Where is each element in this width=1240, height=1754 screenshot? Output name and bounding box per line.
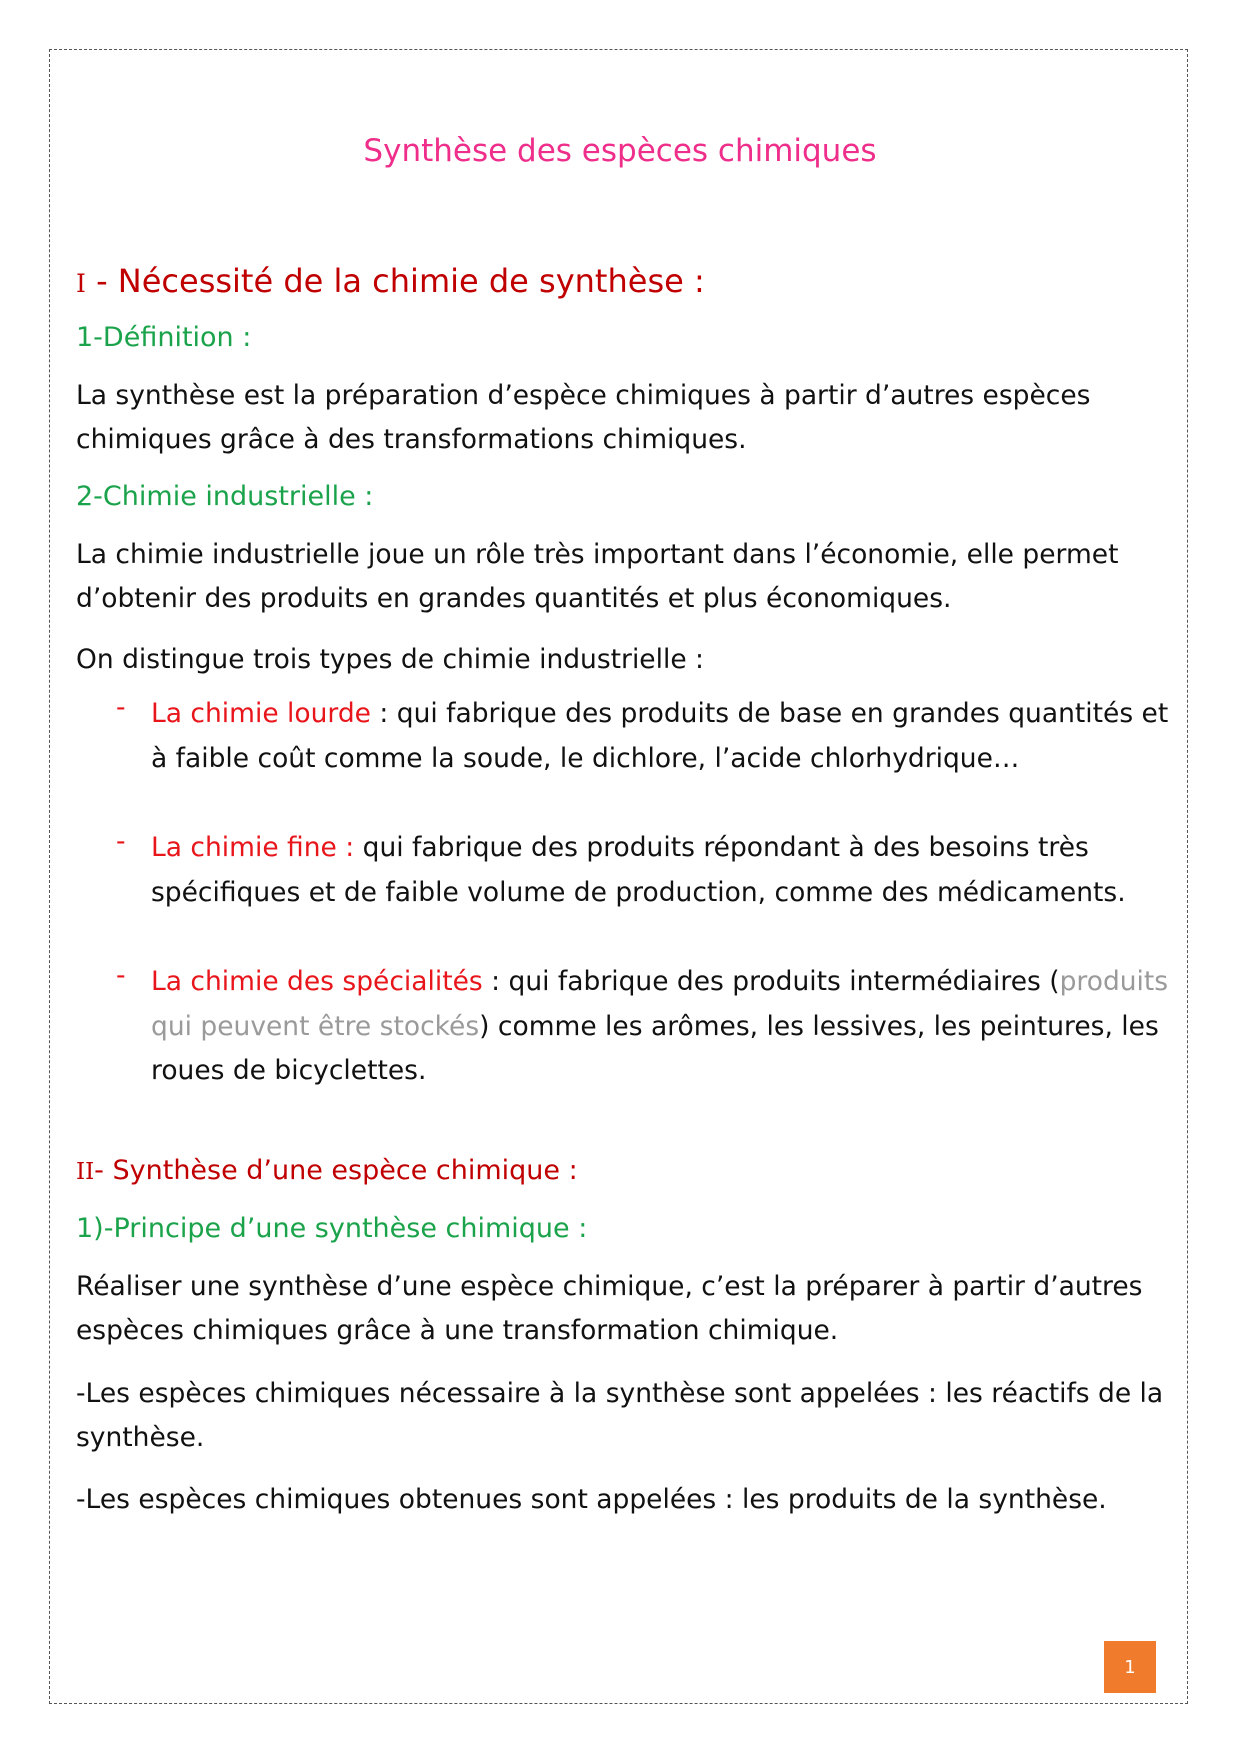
list-item-chimie-lourde [151, 692, 1171, 781]
principe-paragraph: Réaliser une synthèse d’une espèce chimique, c’est la préparer à partir d’autres espèces chimiques grâce à une transformation chimique. [76, 1271, 1143, 1346]
list-item-chimie-specialites [151, 960, 1171, 1094]
term-chimie-fine: La chimie fine [151, 832, 337, 863]
desc-chimie-fine: qui fabrique des produits répondant à des besoins très spécifiques et de faible volume de production, comme des médicaments. [151, 832, 1126, 908]
reactifs-paragraph: -Les espèces chimiques nécessaire à la synthèse sont appelées : les réactifs de la synthèse. [76, 1378, 1164, 1453]
section-1-title: - Nécessité de la chimie de synthèse : [85, 262, 705, 300]
page-title: Synthèse des espèces chimiques [363, 133, 877, 169]
section-2-number: II [76, 1159, 95, 1185]
produits-paragraph: -Les espèces chimiques obtenues sont appelées : les produits de la synthèse. [76, 1484, 1107, 1515]
list-item-chimie-fine [151, 826, 1171, 915]
page-number-badge: 1 [1104, 1641, 1156, 1693]
colon-chimie-fine: : [336, 832, 355, 863]
subsection-principe-heading: 1)-Principe d’une synthèse chimique : [76, 1213, 588, 1244]
section-1-number: I [76, 269, 86, 298]
subsection-industrial-heading: 2-Chimie industrielle : [76, 481, 374, 512]
industrial-paragraph: La chimie industrielle joue un rôle très important dans l’économie, elle permet d’obtenir des produits en grandes quantités et plus économiques. [76, 539, 1119, 614]
aside-stockes: produits qui peuvent être stockés [151, 966, 1169, 1042]
term-chimie-specialites: La chimie des spécialités [151, 966, 483, 997]
desc-chimie-lourde: : qui fabrique des produits de base en grandes quantités et à faible coût comme la soude, le dichlore, l’acide chlorhydrique… [151, 698, 1169, 774]
types-intro: On distingue trois types de chimie industrielle : [76, 644, 704, 675]
bullet-dash: - [116, 692, 126, 723]
section-2-heading [76, 1155, 578, 1186]
term-chimie-lourde: La chimie lourde [151, 698, 371, 729]
bullet-dash: - [116, 826, 126, 857]
desc-end-chimie-specialites: ) comme les arômes, les lessives, les peintures, les roues de bicyclettes. [151, 1010, 1159, 1086]
definition-paragraph: La synthèse est la préparation d’espèce chimiques à partir d’autres espèces chimiques grâce à des transformations chimiques. [76, 380, 1091, 455]
section-1-heading [76, 262, 705, 300]
section-2-title: - Synthèse d’une espèce chimique : [94, 1155, 578, 1186]
subsection-definition-heading: 1-Définition : [76, 322, 252, 353]
bullet-dash: - [116, 960, 126, 991]
desc-chimie-specialites: : qui fabrique des produits intermédiaires ( [482, 966, 1060, 997]
